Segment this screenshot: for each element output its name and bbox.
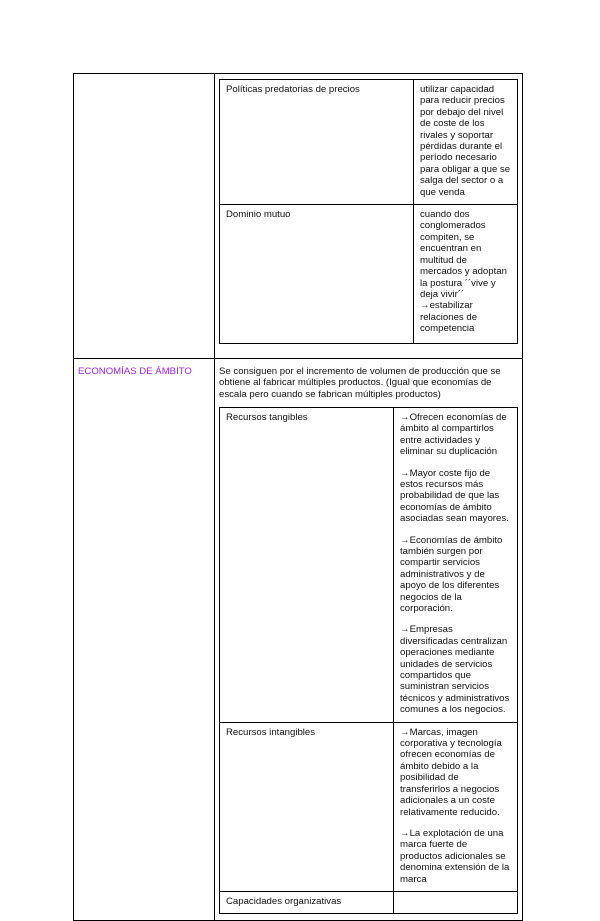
term-label: Dominio mutuo bbox=[226, 209, 291, 221]
term-label: Capacidades organizativas bbox=[226, 895, 342, 907]
outer-table bbox=[73, 73, 523, 921]
inner-table-2 bbox=[219, 407, 518, 914]
desc-paragraph: →La explotación de una marca fuerte de productos adicionales se denomina extensión de la marca bbox=[400, 827, 510, 885]
desc-paragraph: cuando dos conglomerados compiten, se encuentran en multitud de mercados y adoptan la postura ´´vive y deja vivir´´ →estabilizar relaciones de competencia bbox=[420, 209, 507, 335]
term-cell bbox=[220, 205, 414, 343]
desc-cell bbox=[394, 891, 518, 913]
desc-paragraph: →Mayor coste fijo de estos recursos más probabilidad de que las economías de ámbito asociadas sean mayores. bbox=[400, 467, 509, 525]
table-row bbox=[220, 407, 518, 722]
term-cell bbox=[220, 407, 394, 722]
desc-cell bbox=[414, 80, 518, 205]
section-row-economias-ambito bbox=[74, 358, 523, 921]
section-row-predatory bbox=[74, 74, 523, 359]
term-cell bbox=[220, 891, 394, 913]
term-label: Recursos tangibles bbox=[226, 411, 308, 423]
desc-paragraph: →Empresas diversificadas centralizan operaciones mediante unidades de servicios compartidos que suministran servicios técnicos y administrativos comunes a los negocios. bbox=[400, 624, 510, 716]
desc-cell bbox=[414, 205, 518, 343]
table-row bbox=[220, 891, 518, 913]
table-row bbox=[220, 722, 518, 891]
section-intro: Se consiguen por el incremento de volumen de producción que se obtiene al fabricar múltiples productos. (Igual que economías de escala pero cuando se fabrican múltiples productos) bbox=[219, 365, 501, 401]
desc-cell bbox=[394, 407, 518, 722]
term-cell bbox=[220, 80, 414, 205]
desc-cell bbox=[394, 722, 518, 891]
term-cell bbox=[220, 722, 394, 891]
desc-paragraph: →Marcas, imagen corporativa y tecnología ofrecen economías de ámbito debido a la posibilidad de transferirlos a negocios adicionales a un coste relativamente reducido. bbox=[400, 726, 502, 818]
term-label: Políticas predatorias de precios bbox=[226, 84, 360, 95]
table-row bbox=[220, 205, 518, 343]
term-label: Recursos intangibles bbox=[226, 726, 316, 738]
inner-table-1 bbox=[219, 79, 518, 344]
desc-paragraph: →Economías de ámbito también surgen por compartir servicios administrativos y de apoyo de los diferentes negocios de la corporación. bbox=[400, 534, 503, 615]
section-content-cell bbox=[215, 74, 523, 359]
desc-paragraph: →Ofrecen economías de ámbito al compartirlos entre actividades y eliminar su duplicación bbox=[400, 411, 507, 458]
section-content-cell bbox=[215, 358, 523, 921]
table-row bbox=[220, 80, 518, 205]
section-label-cell bbox=[74, 358, 215, 921]
desc-paragraph: utilizar capacidad para reducir precios por debajo del nivel de coste de los rivales y soportar pérdidas durante el período necesario para obligar a que se salga del sector o a que venda bbox=[420, 84, 511, 198]
section-label-cell bbox=[74, 74, 215, 359]
section-label: ECONOMÍAS DE ÁMBITO bbox=[78, 365, 192, 377]
